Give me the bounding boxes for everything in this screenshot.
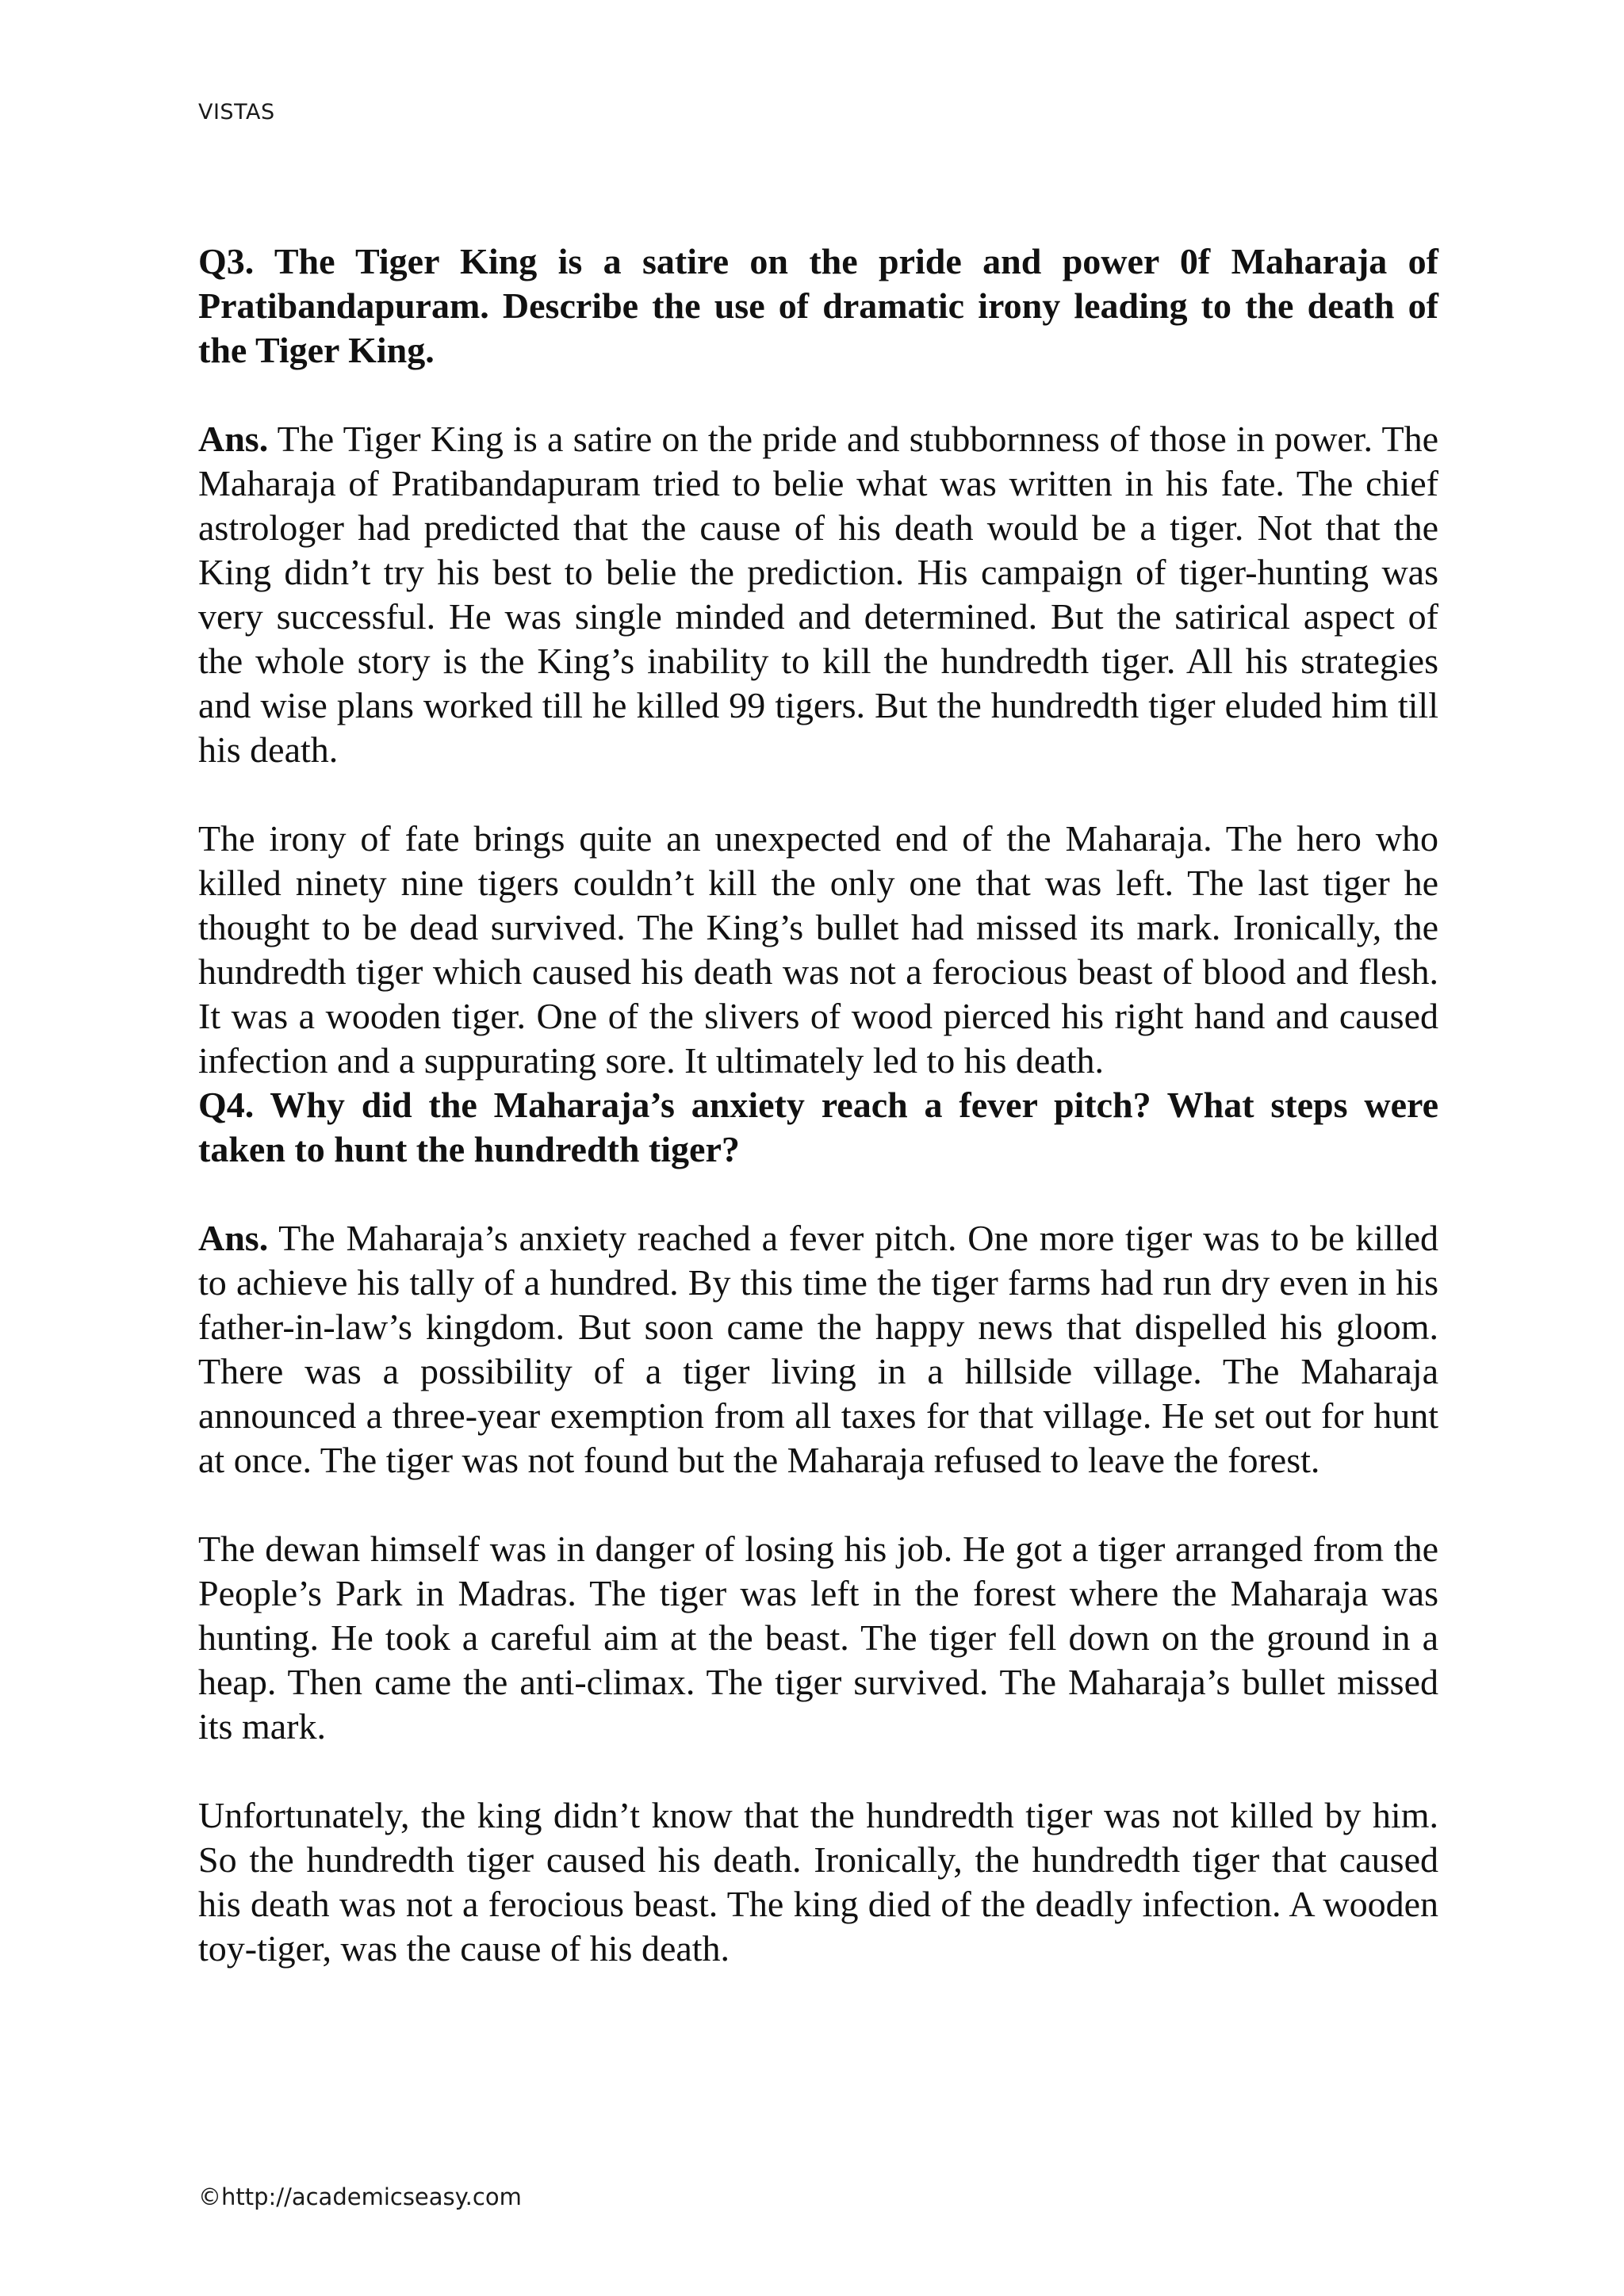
answer-label: Ans. (198, 419, 269, 459)
answer-4-paragraph-1 (198, 1216, 1438, 1483)
answer-4-paragraph-2: The dewan himself was in danger of losing his job. He got a tiger arranged from the People’s Park in Madras. The tiger was left in the forest where the Maharaja was hunting. He took a careful aim at the beast. The tiger fell down on the ground in a heap. Then came the anti-climax. The tiger survived. The Maharaja’s bullet missed its mark. (198, 1529, 1438, 1747)
page-body (198, 239, 1438, 1971)
answer-3-paragraph-2: The irony of fate brings quite an unexpected end of the Maharaja. The hero who killed ninety nine tigers couldn’t kill the only one that was left. The last tiger he thought to be dead survived. The King’s bullet had missed its mark. Ironically, the hundredth tiger which caused his death was not a ferocious beast of blood and flesh. It was a wooden tiger. One of the slivers of wood pierced his right hand and caused infection and a suppurating sore. It ultimately led to his death. (198, 818, 1438, 1081)
answer-4-paragraph-3: Unfortunately, the king didn’t know that the hundredth tiger was not killed by him. So the hundredth tiger caused his death. Ironically, the hundredth tiger that caused his death was not a ferocious beast. The king died of the deadly infection. A wooden toy-tiger, was the cause of his death. (198, 1795, 1438, 1969)
answer-4-text: The Maharaja’s anxiety reached a fever pitch. One more tiger was to be killed to achieve his tally of a hundred. By this time the tiger farms had run dry even in his father-in-law’s kingdom. But soon came the happy news that dispelled his gloom. There was a possibility of a tiger living in a hillside village. The Maharaja announced a three-year exemption from all taxes for that village. He set out for hunt at once. The tiger was not found but the Maharaja refused to leave the forest. (198, 1218, 1438, 1480)
answer-3-paragraph-1 (198, 417, 1438, 772)
running-header: VISTAS (198, 100, 275, 124)
question-3: Q3. The Tiger King is a satire on the pride and power 0f Maharaja of Pratibandapuram. Describe the use of dramatic irony leading to the death of the Tiger King. (198, 241, 1438, 370)
answer-label: Ans. (198, 1218, 269, 1258)
answer-3-text: The Tiger King is a satire on the pride and stubbornness of those in power. The Maharaja of Pratibandapuram tried to belie what was written in his fate. The chief astrologer had predicted that the cause of his death would be a tiger. Not that the King didn’t try his best to belie the prediction. His campaign of tiger-hunting was very successful. He was single minded and determined. But the satirical aspect of the whole story is the King’s inability to kill the hundredth tiger. All his strategies and wise plans worked till he killed 99 tigers. But the hundredth tiger eluded him till his death. (198, 419, 1438, 770)
footer-copyright: ©http://academicseasy.com (198, 2183, 522, 2210)
question-4: Q4. Why did the Maharaja’s anxiety reach a fever pitch? What steps were taken to hunt the hundredth tiger? (198, 1085, 1438, 1169)
